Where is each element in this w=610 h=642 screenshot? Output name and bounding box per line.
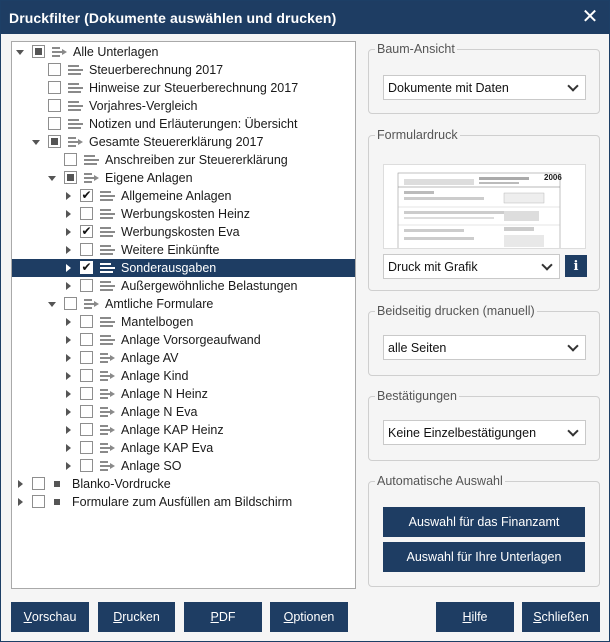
drucken-label: rucken: [122, 610, 160, 624]
tree-item-label: Weitere Einkünfte: [121, 243, 220, 257]
expand-closed-icon[interactable]: [66, 192, 71, 200]
tree-checkbox[interactable]: [80, 243, 93, 256]
document-group-icon: [68, 137, 84, 148]
tree-checkbox[interactable]: [48, 99, 61, 112]
document-group-icon: [100, 371, 116, 382]
expand-open-icon[interactable]: [16, 50, 24, 55]
tree-item[interactable]: [12, 115, 355, 133]
expand-closed-icon[interactable]: [66, 444, 71, 452]
beidseitig-group: [368, 304, 600, 376]
tree-item-label: Anlage KAP Eva: [121, 441, 214, 455]
tree-item[interactable]: [12, 421, 355, 439]
tree-item[interactable]: [12, 403, 355, 421]
hilfe-label: ilfe: [471, 610, 488, 624]
tree-checkbox[interactable]: [80, 207, 93, 220]
tree-item[interactable]: [12, 187, 355, 205]
expand-closed-icon[interactable]: [66, 264, 71, 272]
info-button[interactable]: [565, 255, 587, 277]
tree-item-label: Sonderausgaben: [121, 261, 217, 275]
document-group-icon: [100, 389, 116, 400]
tree-item-label: Außergewöhnliche Belastungen: [121, 279, 298, 293]
expand-closed-icon[interactable]: [66, 426, 71, 434]
tree-item-label: Blanko-Vordrucke: [72, 477, 171, 491]
tree-checkbox[interactable]: [80, 459, 93, 472]
tree-checkbox[interactable]: ✔: [81, 188, 92, 202]
expand-closed-icon[interactable]: [18, 498, 23, 506]
tree-item[interactable]: [12, 475, 355, 493]
tree-item-label: Anlage KAP Heinz: [121, 423, 224, 437]
formulardruck-select[interactable]: [383, 254, 560, 279]
tree-checkbox[interactable]: [80, 315, 93, 328]
tree-checkbox[interactable]: [48, 63, 61, 76]
tree-item-label: Anlage Kind: [121, 369, 189, 383]
tree-checkbox[interactable]: [32, 495, 45, 508]
tree-checkbox[interactable]: ✔: [81, 260, 92, 274]
tree-item[interactable]: [12, 259, 355, 277]
expand-closed-icon[interactable]: [66, 390, 71, 398]
tree-item[interactable]: [12, 457, 355, 475]
tree-item[interactable]: [12, 79, 355, 97]
tree-item[interactable]: [12, 493, 355, 511]
document-icon: [68, 83, 83, 94]
title-bar: [1, 1, 609, 34]
document-icon: [100, 245, 115, 256]
tree-checkbox[interactable]: ✔: [81, 224, 92, 238]
expand-closed-icon[interactable]: [66, 210, 71, 218]
document-icon: [68, 65, 83, 76]
tree-item-label: Hinweise zur Steuerberechnung 2017: [89, 81, 299, 95]
tree-item-label: Anschreiben zur Steuererklärung: [105, 153, 288, 167]
document-group-icon: [100, 407, 116, 418]
baum-ansicht-group: [368, 42, 600, 114]
tree-item-label: Gesamte Steuererklärung 2017: [89, 135, 264, 149]
vorschau-button[interactable]: [11, 602, 89, 632]
optionen-button[interactable]: [270, 602, 348, 632]
document-icon: [100, 335, 115, 346]
schliessen-hotkey: S: [533, 610, 542, 624]
tree-item[interactable]: [12, 43, 355, 61]
preview-year: 2006: [544, 173, 562, 182]
close-icon[interactable]: ✕: [581, 6, 599, 28]
hilfe-hotkey: H: [462, 610, 472, 624]
window-title: Druckfilter (Dokumente auswählen und drucken): [9, 9, 337, 26]
tree-item[interactable]: [12, 439, 355, 457]
tree-item[interactable]: [12, 61, 355, 79]
pdf-hotkey: P: [210, 610, 219, 624]
tree-checkbox[interactable]: [80, 405, 93, 418]
schliessen-button[interactable]: [522, 602, 600, 632]
document-icon: [100, 263, 115, 274]
tree-item-label: Werbungskosten Eva: [121, 225, 240, 239]
tree-checkbox[interactable]: [48, 117, 61, 130]
document-tree[interactable]: [11, 41, 356, 589]
auswahl-unterlagen-button[interactable]: Auswahl für Ihre Unterlagen: [383, 542, 585, 572]
tree-checkbox[interactable]: [80, 351, 93, 364]
document-icon: [100, 209, 115, 220]
expand-closed-icon[interactable]: [66, 246, 71, 254]
auto-auswahl-group: [368, 474, 600, 587]
expand-closed-icon[interactable]: [66, 462, 71, 470]
tree-item[interactable]: [12, 385, 355, 403]
tree-item-label: Anlage N Heinz: [121, 387, 208, 401]
document-group-icon: [84, 299, 100, 310]
tree-checkbox[interactable]: [64, 171, 77, 184]
expand-closed-icon[interactable]: [66, 228, 71, 236]
document-icon: [100, 317, 115, 328]
tree-item[interactable]: [12, 313, 355, 331]
expand-closed-icon[interactable]: [66, 354, 71, 362]
formulardruck-value: Druck mit Grafik: [388, 259, 478, 274]
formulardruck-legend: Formulardruck: [377, 128, 458, 142]
expand-open-icon[interactable]: [32, 140, 40, 145]
tree-item[interactable]: [12, 223, 355, 241]
tree-item[interactable]: [12, 331, 355, 349]
drucken-hotkey: D: [113, 610, 123, 624]
tree-checkbox[interactable]: [80, 333, 93, 346]
expand-closed-icon[interactable]: [66, 318, 71, 326]
tree-item-label: Anlage N Eva: [121, 405, 198, 419]
auto-auswahl-legend: Automatische Auswahl: [377, 474, 503, 488]
document-group-icon: [100, 425, 116, 436]
formulardruck-group: [368, 128, 600, 291]
tree-checkbox[interactable]: [80, 423, 93, 436]
bestaetigungen-group: [368, 389, 600, 461]
chevron-down-icon: [567, 340, 578, 351]
tree-item-label: Werbungskosten Heinz: [121, 207, 251, 221]
beidseitig-select[interactable]: [383, 335, 586, 360]
tree-checkbox[interactable]: [80, 441, 93, 454]
pdf-label: DF: [218, 610, 236, 624]
tree-item[interactable]: [12, 169, 355, 187]
bestaetigungen-legend: Bestätigungen: [377, 389, 457, 403]
bestaetigungen-select[interactable]: [383, 420, 586, 445]
info-icon: i: [573, 258, 579, 274]
optionen-label: ptionen: [293, 610, 335, 624]
tree-item-label: Anlage SO: [121, 459, 182, 473]
document-icon: [100, 227, 115, 238]
tree-item[interactable]: [12, 97, 355, 115]
baum-ansicht-legend: Baum-Ansicht: [377, 42, 455, 56]
document-icon: [68, 119, 83, 130]
tree-item-label: Anlage Vorsorgeaufwand: [121, 333, 261, 347]
document-group-icon: [52, 47, 68, 58]
expand-closed-icon[interactable]: [66, 408, 71, 416]
tree-checkbox[interactable]: [80, 369, 93, 382]
tree-checkbox[interactable]: [64, 297, 77, 310]
tree-checkbox[interactable]: [80, 279, 93, 292]
tree-item-label: Mantelbogen: [121, 315, 194, 329]
square-bullet-icon: [54, 499, 60, 505]
tree-checkbox[interactable]: [48, 81, 61, 94]
chevron-down-icon: [541, 259, 552, 270]
tree-item-label: Alle Unterlagen: [73, 45, 159, 59]
tree-item[interactable]: [12, 241, 355, 259]
vorschau-label: orschau: [31, 610, 77, 624]
tree-item-label: Eigene Anlagen: [105, 171, 193, 185]
tree-checkbox[interactable]: [80, 387, 93, 400]
tree-checkbox[interactable]: [48, 135, 61, 148]
tree-item[interactable]: [12, 295, 355, 313]
drucken-button[interactable]: [98, 602, 175, 632]
baum-ansicht-value: Dokumente mit Daten: [388, 80, 509, 95]
document-icon: [100, 191, 115, 202]
chevron-down-icon: [567, 425, 578, 436]
document-icon: [84, 155, 99, 166]
tree-item-label: Anlage AV: [121, 351, 179, 365]
form-preview-image: [383, 164, 586, 249]
tree-checkbox[interactable]: [64, 153, 77, 166]
schliessen-label: chließen: [541, 610, 589, 624]
bestaetigungen-value: Keine Einzelbestätigungen: [388, 425, 537, 440]
tree-checkbox[interactable]: [32, 477, 45, 490]
document-group-icon: [100, 461, 116, 472]
expand-closed-icon[interactable]: [18, 480, 23, 488]
document-group-icon: [84, 173, 100, 184]
tree-item[interactable]: [12, 205, 355, 223]
tree-item[interactable]: [12, 133, 355, 151]
expand-open-icon[interactable]: [48, 176, 56, 181]
tree-item-label: Vorjahres-Vergleich: [89, 99, 198, 113]
pdf-button[interactable]: [184, 602, 262, 632]
tree-item-label: Allgemeine Anlagen: [121, 189, 232, 203]
beidseitig-value: alle Seiten: [388, 340, 447, 355]
tree-checkbox[interactable]: [32, 45, 45, 58]
expand-closed-icon[interactable]: [66, 372, 71, 380]
tree-item[interactable]: [12, 367, 355, 385]
optionen-hotkey: O: [283, 610, 294, 624]
vorschau-hotkey: V: [23, 610, 32, 624]
auswahl-finanzamt-button[interactable]: Auswahl für das Finanzamt: [383, 507, 585, 537]
expand-closed-icon[interactable]: [66, 336, 71, 344]
document-group-icon: [100, 353, 116, 364]
expand-open-icon[interactable]: [48, 302, 56, 307]
tree-item[interactable]: [12, 277, 355, 295]
expand-closed-icon[interactable]: [66, 282, 71, 290]
tree-item[interactable]: [12, 349, 355, 367]
tree-item-label: Steuerberechnung 2017: [89, 63, 224, 77]
baum-ansicht-select[interactable]: [383, 75, 586, 100]
document-group-icon: [100, 443, 116, 454]
beidseitig-legend: Beidseitig drucken (manuell): [377, 304, 535, 318]
tree-item[interactable]: [12, 151, 355, 169]
hilfe-button[interactable]: [436, 602, 514, 632]
chevron-down-icon: [567, 80, 578, 91]
document-icon: [68, 101, 83, 112]
tree-item-label: Amtliche Formulare: [105, 297, 214, 311]
document-icon: [100, 281, 115, 292]
tree-item-label: Formulare zum Ausfüllen am Bildschirm: [72, 495, 293, 509]
tree-item-label: Notizen und Erläuterungen: Übersicht: [89, 117, 298, 131]
square-bullet-icon: [54, 481, 60, 487]
